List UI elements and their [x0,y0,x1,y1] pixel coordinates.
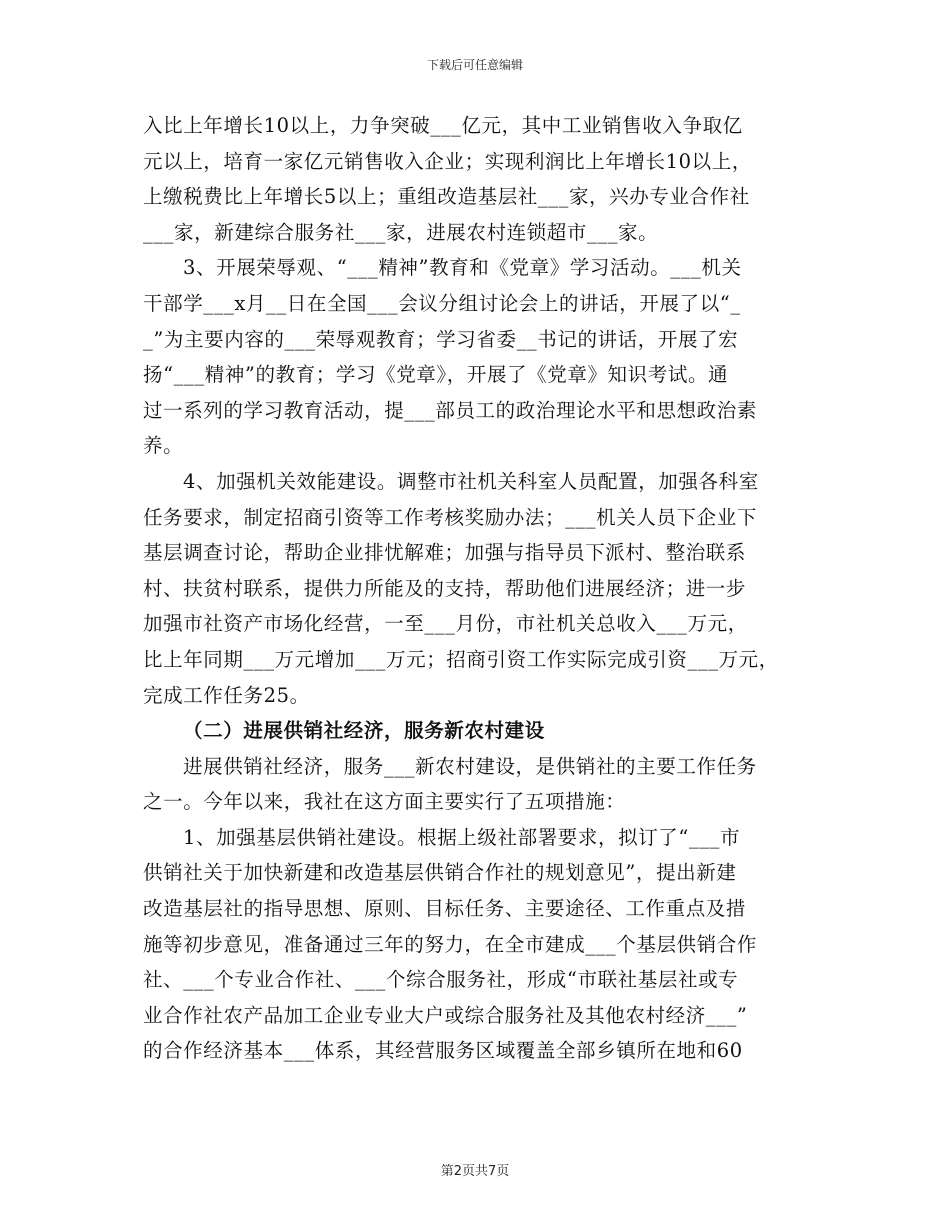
body-line: 业合作社农产品加工企业专业大户或综合服务社及其他农村经济___” [143,1003,748,1027]
body-line: 供销社关于加快新建和改造基层供销合作社的规划意见”，提出新建 [143,861,737,885]
body-line: 基层调查讨论，帮助企业排忧解难；加强与指导员下派村、整治联系 [143,541,747,565]
body-line: 之一。今年以来，我社在这方面主要实行了五项措施： [143,790,626,814]
body-line: 完成工作任务25。 [143,683,310,707]
body-line: ___家，新建综合服务社___家，进展农村连锁超市___家。 [143,220,659,244]
paragraph-start-line: 1、加强基层供销社建设。根据上级社部署要求，拟订了“___市 [183,825,741,849]
body-line: 的合作经济基本___体系，其经营服务区域覆盖全部乡镇所在地和60 [143,1039,743,1063]
section-heading: （二）进展供销社经济，服务新农村建设 [183,719,545,743]
page-header-note: 下载后可任意编辑 [426,58,523,72]
paragraph-start-line: 3、开展荣辱观、“___精神”教育和《党章》学习活动。___机关 [183,256,742,280]
body-line: 村、扶贫村联系，提供力所能及的支持，帮助他们进展经济；进一步 [143,576,747,600]
body-line: 施等初步意见，准备通过三年的努力，在全市建成___个基层供销合作 [143,932,757,956]
body-line: 过一系列的学习教育活动，提___部员工的政治理论水平和思想政治素 [143,398,757,422]
body-line: 扬“___精神”的教育；学习《党章》，开展了《党章》知识考试。通 [143,363,729,387]
page-number: 第2页共7页 [440,1164,510,1179]
body-line: 加强市社资产市场化经营，一至___月份，市社机关总收入___万元， [143,612,748,636]
body-line: 入比上年增长10以上，力争突破___亿元，其中工业销售收入争取亿 [143,114,743,137]
body-line: 养。 [143,434,184,458]
body-line: 改造基层社的指导思想、原则、目标任务、主要途径、工作重点及措 [143,897,747,921]
body-line: _”为主要内容的___荣辱观教育；学习省委__书记的讲话，开展了宏 [143,327,739,351]
body-line: 任务要求，制定招商引资等工作考核奖励办法；___机关人员下企业下 [143,505,757,529]
body-line: 元以上，培育一家亿元销售收入企业；实现利润比上年增长10以上， [143,149,752,173]
body-line: 比上年同期___万元增加___万元；招商引资工作实际完成引资___万元， [143,647,779,671]
body-line: 上缴税费比上年增长5以上；重组改造基层社___家，兴办专业合作社 [143,185,750,209]
body-line: 社、___个专业合作社、___个综合服务社，形成“市联社基层社或专 [143,968,739,992]
paragraph-start-line: 进展供销社经济，服务___新农村建设，是供销社的主要工作任务 [183,754,757,778]
document-body [143,108,813,1069]
body-line: 干部学___x月__日在全国___会议分组讨论会上的讲话，开展了以“_ [143,291,741,315]
paragraph-start-line: 4、加强机关效能建设。调整市社机关科室人员配置，加强各科室 [183,469,759,493]
